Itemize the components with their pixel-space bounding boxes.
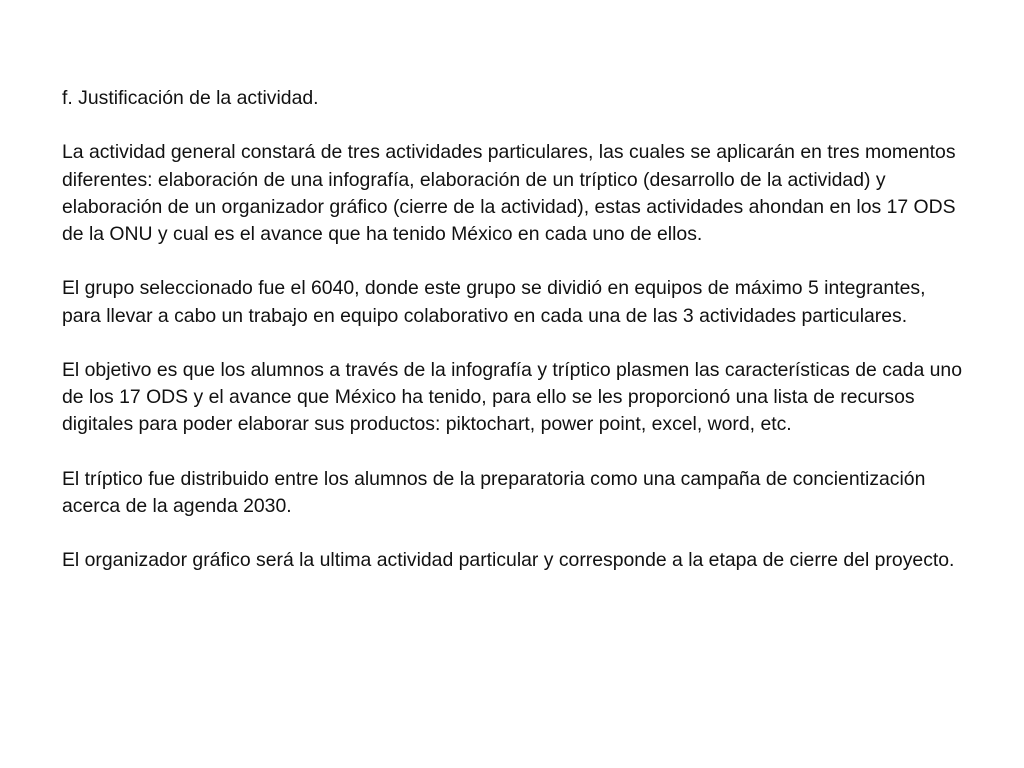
- section-heading: f. Justificación de la actividad.: [62, 87, 319, 109]
- paragraph-activities-overview: La actividad general constará de tres actividades particulares, las cuales se aplicarán en tres momentos diferentes: elaboración de una infografía, elaboración de un tríptico (desarrollo de la actividad) y elaboración de un organizador gráfico (cierre de la actividad), estas actividades ahondan en los 17 ODS de la ONU y cual es el avance que ha tenido México en cada uno de ellos.: [62, 141, 956, 245]
- text-content: [62, 85, 967, 575]
- paragraph-triptych-distribution: El tríptico fue distribuido entre los alumnos de la preparatoria como una campaña de concientización acerca de la agenda 2030.: [62, 467, 926, 517]
- paragraph-graphic-organizer: El organizador gráfico será la ultima actividad particular y corresponde a la etapa de cierre del proyecto.: [62, 549, 955, 572]
- paragraph-selected-group: El grupo seleccionado fue el 6040, donde este grupo se dividió en equipos de máximo 5 integrantes, para llevar a cabo un trabajo en equipo colaborativo en cada una de las 3 actividades particulares.: [62, 277, 926, 327]
- paragraph-objective: El objetivo es que los alumnos a través de la infografía y tríptico plasmen las características de cada uno de los 17 ODS y el avance que México ha tenido, para ello se les proporcionó una lista de recursos digitales para poder elaborar sus productos: piktochart, power point, excel, word, etc.: [62, 358, 962, 436]
